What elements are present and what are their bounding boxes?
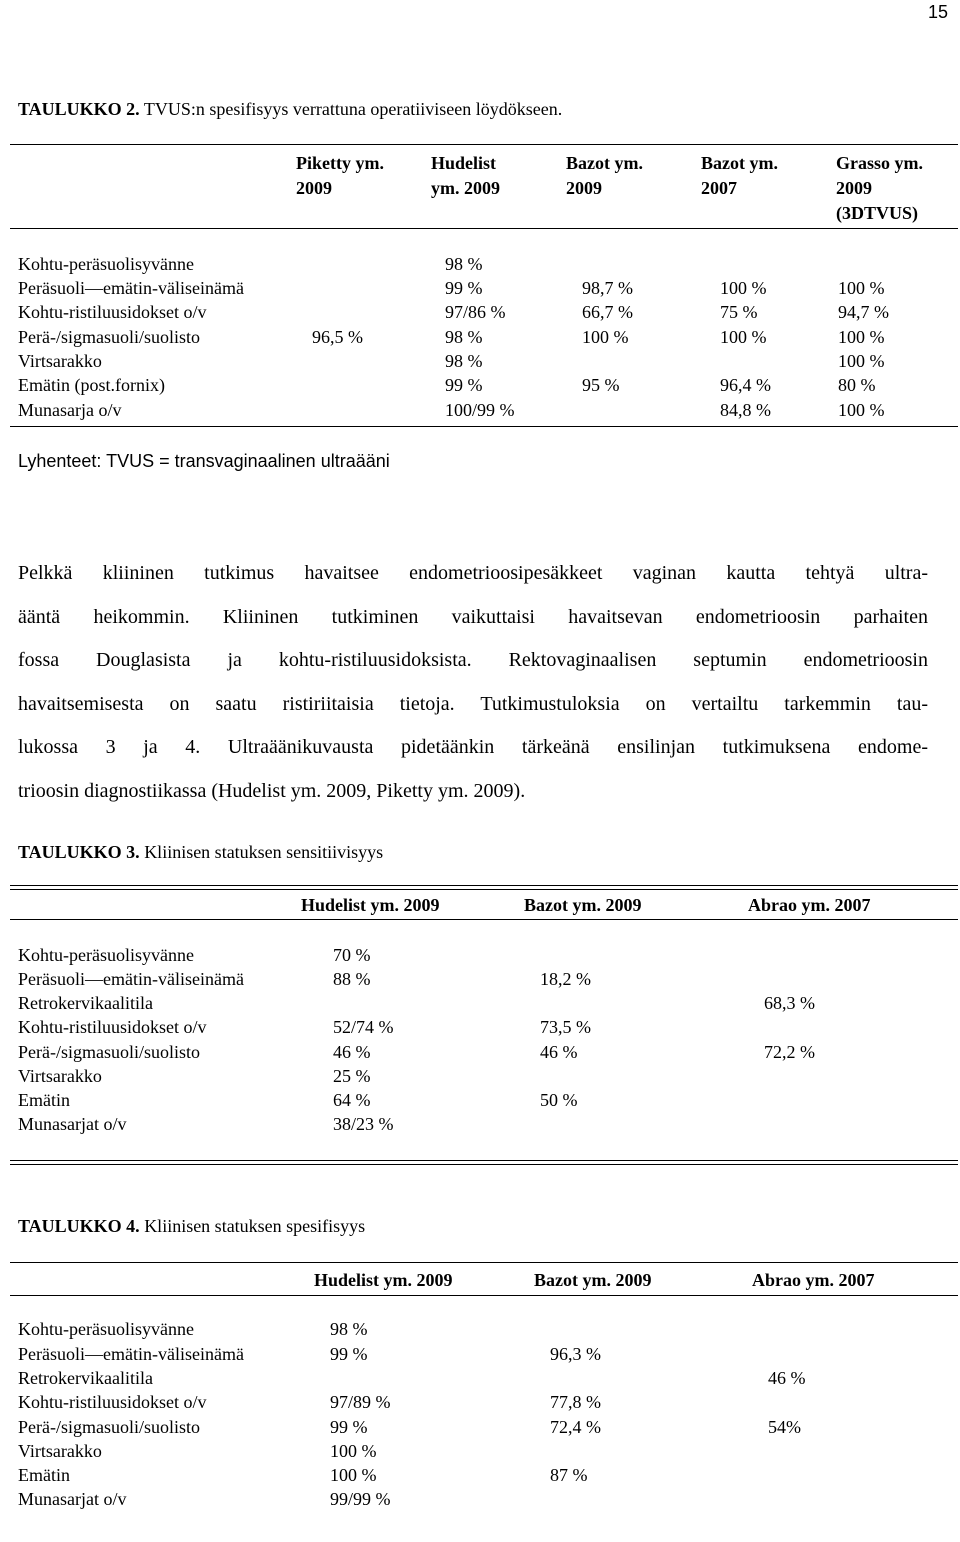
table3-header-bazot: Bazot ym. 2009 <box>524 895 642 915</box>
cell: 100 % <box>838 278 885 298</box>
page-number: 15 <box>927 2 948 22</box>
table2-caption-label: TAULUKKO 2. <box>18 99 140 119</box>
row-label: Peräsuoli—emätin-väliseinämä <box>18 278 244 298</box>
table2-header-rule <box>10 228 958 229</box>
cell: 96,3 % <box>550 1344 601 1364</box>
cell: 54% <box>768 1417 801 1437</box>
table2-top-rule <box>10 144 958 145</box>
table-row <box>0 943 960 967</box>
table2-header-bazot-2007: Bazot ym. 2007 <box>701 153 778 198</box>
row-label: Munasarjat o/v <box>18 1114 127 1134</box>
cell: 87 % <box>550 1465 588 1485</box>
cell: 94,7 % <box>838 302 889 322</box>
cell: 100 % <box>720 278 767 298</box>
cell: 72,2 % <box>764 1042 815 1062</box>
row-label: Perä-/sigmasuoli/suolisto <box>18 327 200 347</box>
cell: 97/89 % <box>330 1392 391 1412</box>
row-label: Perä-/sigmasuoli/suolisto <box>18 1042 200 1062</box>
cell: 68,3 % <box>764 993 815 1013</box>
cell: 80 % <box>838 375 876 395</box>
paragraph-line: fossa Douglasista ja kohtu-ristiluusidoksista. Rektovaginaalisen septumin endometrioosin <box>18 649 928 671</box>
cell: 99 % <box>330 1344 368 1364</box>
table2-header-grasso: Grasso ym. 2009 (3DTVUS) <box>836 153 923 223</box>
table4-top-rule <box>10 1262 958 1263</box>
row-label: Retrokervikaalitila <box>18 1368 153 1388</box>
table3-top-rule <box>10 885 958 890</box>
cell: 72,4 % <box>550 1417 601 1437</box>
cell: 64 % <box>333 1090 371 1110</box>
table4-header-bazot: Bazot ym. 2009 <box>534 1270 652 1290</box>
table3-header-hudelist: Hudelist ym. 2009 <box>301 895 440 915</box>
table-row <box>0 398 960 422</box>
table-row <box>0 1015 960 1039</box>
table2-header-bazot-2009: Bazot ym. 2009 <box>566 153 643 198</box>
table-row <box>0 1040 960 1064</box>
table-row <box>0 1317 960 1341</box>
table2-header-piketty: Piketty ym. 2009 <box>296 153 384 198</box>
cell: 99 % <box>330 1417 368 1437</box>
table4-caption-text: Kliinisen statuksen spesifisyys <box>139 1216 366 1236</box>
cell: 38/23 % <box>333 1114 394 1134</box>
cell: 75 % <box>720 302 758 322</box>
table-row <box>0 967 960 991</box>
cell: 100 % <box>582 327 629 347</box>
cell: 100 % <box>330 1441 377 1461</box>
table2-header-hudelist: Hudelist ym. 2009 <box>431 153 500 198</box>
paragraph-line: ääntä heikommin. Kliininen tutkiminen vaikuttaisi havaitsevan endometrioosin parhaiten <box>18 605 928 628</box>
table4-caption <box>18 1216 365 1237</box>
table-row <box>0 300 960 324</box>
cell: 99/99 % <box>330 1489 391 1509</box>
cell: 77,8 % <box>550 1392 601 1412</box>
row-label: Kohtu-peräsuolisyvänne <box>18 254 194 274</box>
row-label: Munasarjat o/v <box>18 1489 127 1509</box>
table-row <box>0 1342 960 1366</box>
table3-header-rule <box>10 919 958 920</box>
table3-header-abrao: Abrao ym. 2007 <box>748 895 871 915</box>
cell: 98,7 % <box>582 278 633 298</box>
cell: 98 % <box>445 254 483 274</box>
cell: 46 % <box>333 1042 371 1062</box>
cell: 46 % <box>540 1042 578 1062</box>
table2-caption <box>18 99 562 120</box>
cell: 98 % <box>330 1319 368 1339</box>
cell: 73,5 % <box>540 1017 591 1037</box>
table2-abbreviation-note: Lyhenteet: TVUS = transvaginaalinen ultraääni <box>18 451 390 471</box>
table-row <box>0 1064 960 1088</box>
cell: 100 % <box>720 327 767 347</box>
row-label: Perä-/sigmasuoli/suolisto <box>18 1417 200 1437</box>
cell: 70 % <box>333 945 371 965</box>
cell: 97/86 % <box>445 302 506 322</box>
table3-caption-text: Kliinisen statuksen sensitiivisyys <box>139 842 384 862</box>
cell: 66,7 % <box>582 302 633 322</box>
cell: 46 % <box>768 1368 806 1388</box>
paragraph-line: trioosin diagnostiikassa (Hudelist ym. 2009, Piketty ym. 2009). <box>18 779 526 802</box>
cell: 50 % <box>540 1090 578 1110</box>
cell: 100/99 % <box>445 400 515 420</box>
row-label: Kohtu-ristiluusidokset o/v <box>18 302 207 322</box>
table-row <box>0 991 960 1015</box>
cell: 98 % <box>445 327 483 347</box>
cell: 100 % <box>330 1465 377 1485</box>
table-row <box>0 1112 960 1136</box>
table-row <box>0 1366 960 1390</box>
table3-bottom-rule <box>10 1160 958 1165</box>
cell: 98 % <box>445 351 483 371</box>
row-label: Kohtu-peräsuolisyvänne <box>18 945 194 965</box>
cell: 96,4 % <box>720 375 771 395</box>
table3-caption-label: TAULUKKO 3. <box>18 842 140 862</box>
table-row <box>0 1439 960 1463</box>
table3-caption <box>18 842 383 863</box>
paragraph-line: lukossa 3 ja 4. Ultraäänikuvausta pidetäänkin tärkeänä ensilinjan tutkimuksena endome- <box>18 736 928 758</box>
table2-bottom-rule <box>10 426 958 427</box>
row-label: Kohtu-ristiluusidokset o/v <box>18 1392 207 1412</box>
table-row <box>0 373 960 397</box>
table-row <box>0 325 960 349</box>
row-label: Emätin <box>18 1090 70 1110</box>
table-row <box>0 1487 960 1511</box>
table-row <box>0 276 960 300</box>
cell: 100 % <box>838 400 885 420</box>
row-label: Virtsarakko <box>18 1066 102 1086</box>
cell: 99 % <box>445 375 483 395</box>
table4-header-rule <box>10 1295 958 1296</box>
table4-caption-label: TAULUKKO 4. <box>18 1216 140 1236</box>
cell: 25 % <box>333 1066 371 1086</box>
cell: 52/74 % <box>333 1017 394 1037</box>
row-label: Emätin <box>18 1465 70 1485</box>
cell: 96,5 % <box>312 327 363 347</box>
cell: 88 % <box>333 969 371 989</box>
cell: 84,8 % <box>720 400 771 420</box>
table-row <box>0 349 960 373</box>
table-row <box>0 252 960 276</box>
table-row <box>0 1415 960 1439</box>
table4-header-hudelist: Hudelist ym. 2009 <box>314 1270 453 1290</box>
table2-caption-text: TVUS:n spesifisyys verrattuna operatiiviseen löydökseen. <box>139 99 563 119</box>
row-label: Virtsarakko <box>18 351 102 371</box>
row-label: Peräsuoli—emätin-väliseinämä <box>18 969 244 989</box>
row-label: Virtsarakko <box>18 1441 102 1461</box>
cell: 100 % <box>838 327 885 347</box>
row-label: Peräsuoli—emätin-väliseinämä <box>18 1344 244 1364</box>
table4-header-abrao: Abrao ym. 2007 <box>752 1270 875 1290</box>
row-label: Kohtu-peräsuolisyvänne <box>18 1319 194 1339</box>
cell: 18,2 % <box>540 969 591 989</box>
row-label: Retrokervikaalitila <box>18 993 153 1013</box>
cell: 99 % <box>445 278 483 298</box>
cell: 100 % <box>838 351 885 371</box>
paragraph-line: havaitsemisesta on saatu ristiriitaisia tietoja. Tutkimustuloksia on vertailtu tarkemmin tau- <box>18 692 928 715</box>
body-paragraph <box>18 552 928 813</box>
row-label: Kohtu-ristiluusidokset o/v <box>18 1017 207 1037</box>
cell: 95 % <box>582 375 620 395</box>
paragraph-line: Pelkkä kliininen tutkimus havaitsee endometrioosipesäkkeet vaginan kautta tehtyä ultra- <box>18 562 928 584</box>
table-row <box>0 1390 960 1414</box>
row-label: Emätin (post.fornix) <box>18 375 165 395</box>
row-label: Munasarja o/v <box>18 400 122 420</box>
table-row <box>0 1463 960 1487</box>
table-row <box>0 1088 960 1112</box>
